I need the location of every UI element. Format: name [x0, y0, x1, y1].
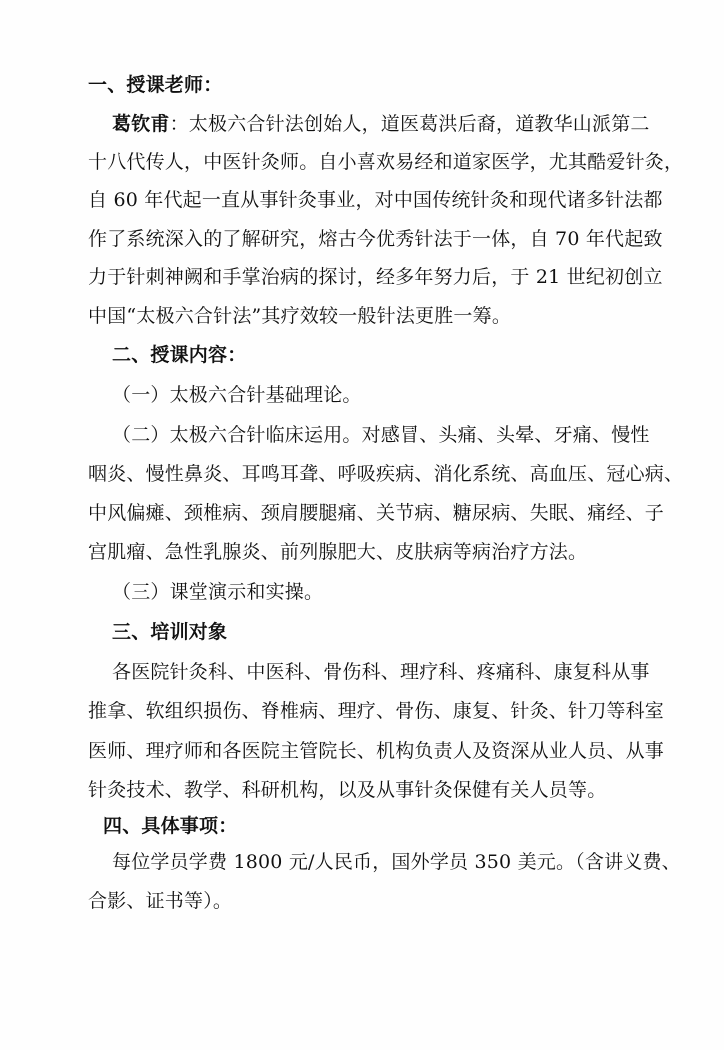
teacher-bio-line: 十八代传人，中医针灸师。自小喜欢易经和道家医学，尤其酷爱针灸，	[88, 151, 684, 173]
content-item-continuation: 中风偏瘫、颈椎病、颈肩腰腿痛、关节病、糖尿病、失眠、痛经、子	[88, 502, 665, 524]
audience-line: 医师、理疗师和各医院主管院长、机构负责人及资深从业人员、从事	[88, 740, 665, 762]
teacher-intro-line	[112, 110, 672, 138]
section-heading-content: 二、授课内容：	[112, 344, 247, 366]
teacher-name: 葛钦甫	[112, 113, 170, 135]
section-heading-audience: 三、培训对象	[112, 621, 228, 643]
teacher-bio-line: 中国“太极六合针法”其疗效较一般针法更胜一筹。	[88, 305, 512, 327]
content-item-continuation: 咽炎、慢性鼻炎、耳鸣耳聋、呼吸疾病、消化系统、高血压、冠心病、	[88, 463, 684, 485]
section-heading-teacher: 一、授课老师：	[88, 74, 223, 96]
content-item-continuation: 宫肌瘤、急性乳腺炎、前列腺肥大、皮肤病等病治疗方法。	[88, 541, 588, 563]
teacher-bio-line: 力于针刺神阙和手掌治病的探讨，经多年努力后，于 21 世纪初创立	[88, 266, 663, 288]
audience-line: 推拿、软组织损伤、脊椎病、理疗、骨伤、康复、针灸、针刀等科室	[88, 700, 665, 722]
content-item: （一）太极六合针基础理论。	[112, 384, 362, 406]
section-heading-details: 四、具体事项：	[103, 815, 238, 837]
teacher-bio-line: 作了系统深入的了解研究，熔古今优秀针法于一体，自 70 年代起致	[88, 228, 663, 250]
content-item: （二）太极六合针临床运用。对感冒、头痛、头晕、牙痛、慢性	[112, 424, 650, 446]
teacher-intro-text: ：太极六合针法创始人，道医葛洪后裔，道教华山派第二	[169, 113, 650, 135]
details-line: 合影、证书等）。	[88, 890, 233, 912]
teacher-bio-line: 自 60 年代起一直从事针灸事业，对中国传统针灸和现代诸多针法都	[88, 189, 663, 211]
details-line: 每位学员学费 1800 元/人民币，国外学员 350 美元。（含讲义费、	[112, 851, 681, 873]
audience-line: 各医院针灸科、中医科、骨伤科、理疗科、疼痛科、康复科从事	[112, 661, 650, 683]
content-item: （三）课堂演示和实操。	[112, 581, 324, 603]
audience-line: 针灸技术、教学、科研机构，以及从事针灸保健有关人员等。	[88, 779, 607, 801]
